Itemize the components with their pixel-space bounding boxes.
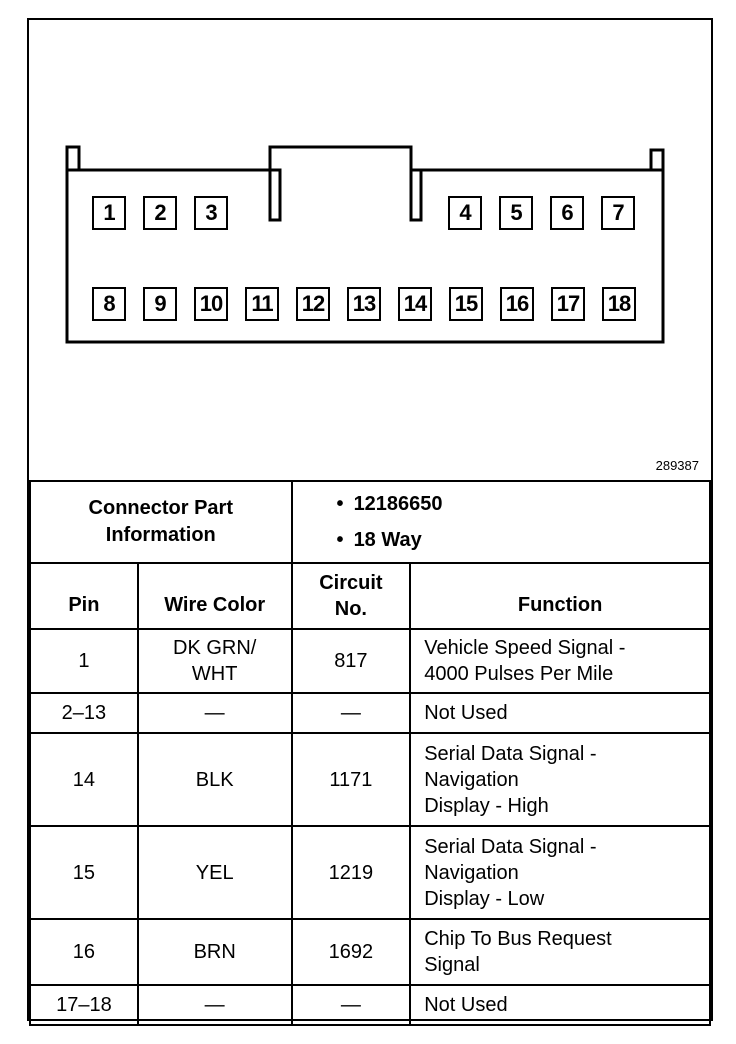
table-row [30, 629, 710, 693]
connector-frame [27, 18, 713, 1021]
cell-function-text: 4000 Pulses Per Mile [424, 663, 614, 685]
cell-wire-color [138, 733, 292, 826]
table-header [30, 563, 710, 629]
cell-function-text: Display - Low [424, 887, 545, 910]
cell-wire-color-text: YEL [195, 861, 234, 884]
cell-circuit [292, 693, 411, 733]
cell-wire-color [138, 629, 292, 693]
cell-function-text: Navigation [424, 861, 519, 884]
cell-circuit [292, 629, 411, 693]
pin-cavity-10: 10 [194, 287, 228, 321]
connector-info-label-text: Connector Part Information [88, 497, 233, 546]
cell-circuit-text: 1692 [328, 941, 374, 963]
header-circuit-line1: Circuit [319, 572, 383, 594]
table-row [30, 693, 710, 733]
cell-pin-text: 2–13 [61, 702, 107, 724]
table-row [30, 733, 710, 826]
cell-wire-color-text: DK GRN/ [173, 637, 257, 659]
pin-cavity-18: 18 [602, 287, 636, 321]
cell-wire-color-text: BLK [195, 768, 234, 791]
cell-wire-color-text: WHT [191, 663, 238, 685]
part-number: • 12186650 [337, 486, 709, 522]
cell-circuit [292, 919, 411, 985]
pin-cavity-17: 17 [551, 287, 585, 321]
pin-cavity-15: 15 [449, 287, 483, 321]
cell-function [410, 826, 710, 919]
table-row [30, 826, 710, 919]
cell-pin [30, 919, 138, 985]
cell-circuit-text: 817 [334, 650, 368, 672]
pin-cavity-6: 6 [550, 196, 584, 230]
header-circuit [292, 563, 411, 629]
cell-function-text: Signal [424, 954, 480, 976]
pinout-rows [30, 629, 710, 1025]
cell-circuit-text: — [340, 702, 361, 724]
pin-cavity-12: 12 [296, 287, 330, 321]
cell-function [410, 629, 710, 693]
header-function [410, 563, 710, 629]
cell-function [410, 693, 710, 733]
cell-pin-text: 14 [72, 768, 96, 791]
part-info-list [293, 486, 709, 558]
cell-circuit [292, 985, 411, 1025]
cell-wire-color [138, 985, 292, 1025]
pin-cavity-8: 8 [92, 287, 126, 321]
pin-cavity-3: 3 [194, 196, 228, 230]
cell-pin-text: 17–18 [56, 994, 112, 1016]
cell-function-text: Vehicle Speed Signal - [424, 637, 626, 659]
cell-function [410, 985, 710, 1025]
cell-function [410, 733, 710, 826]
table-row [30, 985, 710, 1025]
cell-pin-text: 15 [72, 861, 96, 884]
header-wire-color-text: Wire Color [164, 593, 266, 616]
cell-function [410, 919, 710, 985]
pin-cavity-11: 11 [245, 287, 279, 321]
cell-function-text: Serial Data Signal - [424, 742, 597, 765]
cell-function-text: Serial Data Signal - [424, 835, 597, 858]
cell-pin [30, 733, 138, 826]
cell-pin [30, 693, 138, 733]
cell-circuit [292, 733, 411, 826]
cell-wire-color-text: — [204, 994, 225, 1016]
cell-function-text: Chip To Bus Request [424, 928, 612, 950]
pin-cavity-2: 2 [143, 196, 177, 230]
pin-cavity-7: 7 [601, 196, 635, 230]
cell-pin-text: 1 [78, 650, 90, 672]
pin-cavity-1: 1 [92, 196, 126, 230]
cell-wire-color [138, 919, 292, 985]
cell-wire-color-text: BRN [193, 941, 236, 963]
connector-info-row [30, 481, 710, 563]
pin-cavity-13: 13 [347, 287, 381, 321]
cell-pin [30, 629, 138, 693]
header-wire-color [138, 563, 292, 629]
figure-reference: 289387 [655, 458, 699, 473]
cell-pin [30, 826, 138, 919]
cell-circuit-text: — [340, 994, 361, 1016]
cell-function-text: Not Used [424, 702, 508, 724]
pin-cavity-9: 9 [143, 287, 177, 321]
connector-diagram [29, 20, 711, 480]
way-count: • 18 Way [337, 522, 709, 558]
cell-circuit-text: 1171 [329, 768, 373, 791]
connector-info-values [292, 481, 710, 563]
pin-cavity-14: 14 [398, 287, 432, 321]
cell-circuit-text: 1219 [328, 861, 374, 884]
pin-cavity-4: 4 [448, 196, 482, 230]
table-row [30, 919, 710, 985]
cell-pin [30, 985, 138, 1025]
cell-wire-color-text: — [204, 702, 225, 724]
header-function-text: Function [517, 593, 603, 616]
pin-cavity-16: 16 [500, 287, 534, 321]
cell-wire-color [138, 826, 292, 919]
connector-info-label [30, 481, 292, 563]
header-pin [30, 563, 138, 629]
cell-function-text: Display - High [424, 794, 549, 817]
header-circuit-line2: No. [334, 598, 367, 620]
pin-cavity-5: 5 [499, 196, 533, 230]
connector-outline [29, 20, 711, 480]
cell-function-text: Not Used [424, 994, 508, 1016]
pinout-table [29, 480, 711, 1026]
cell-circuit [292, 826, 411, 919]
header-pin-text: Pin [68, 593, 100, 616]
cell-pin-text: 16 [72, 941, 96, 963]
cell-wire-color [138, 693, 292, 733]
cell-function-text: Navigation [424, 768, 519, 791]
